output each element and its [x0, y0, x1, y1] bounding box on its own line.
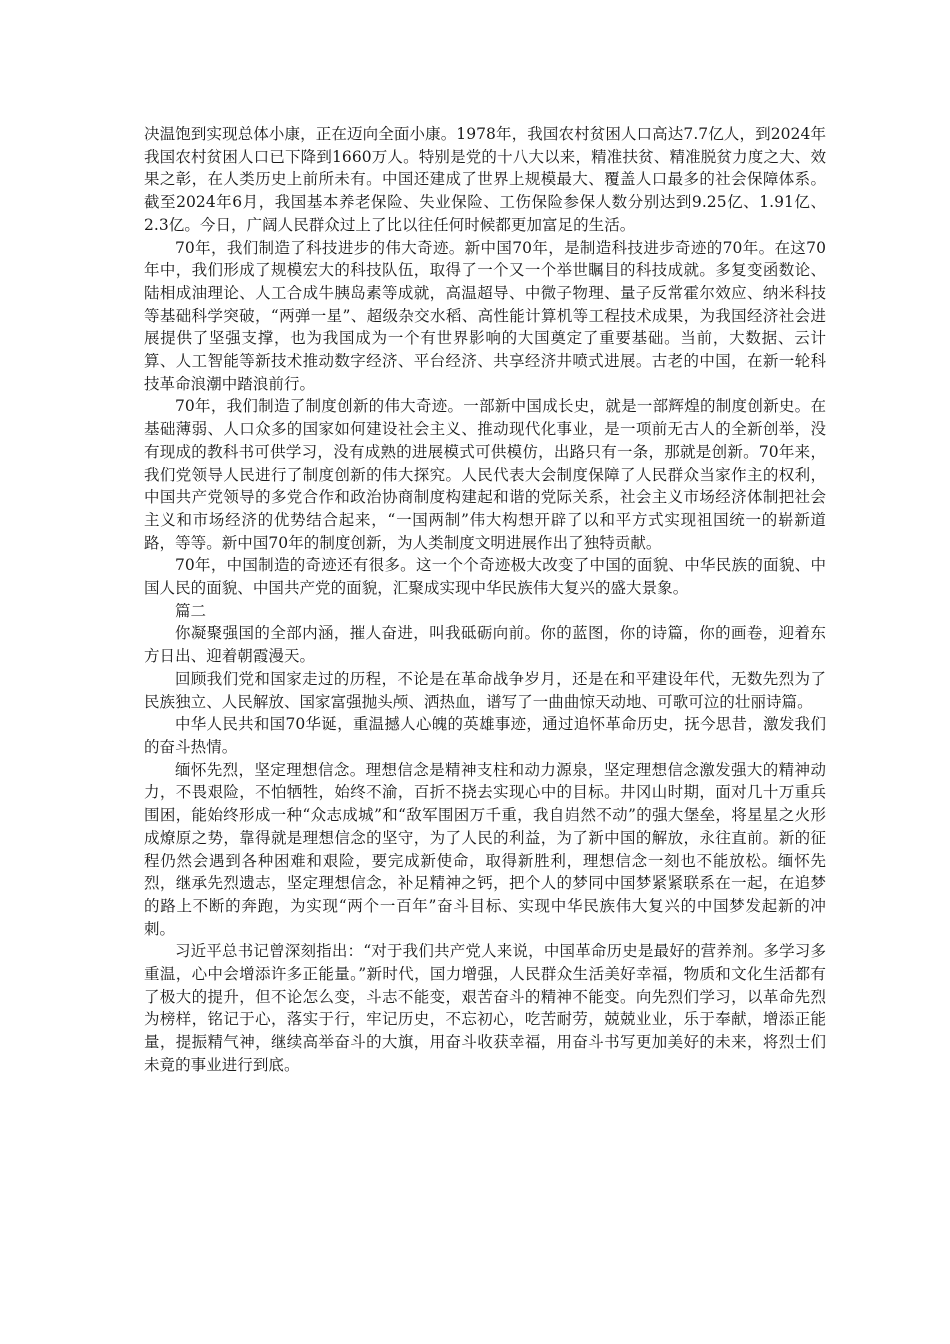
section-heading: 篇二	[175, 601, 207, 620]
paragraph-history-review: 回顾我们党和国家走过的历程，不论是在革命战争岁月，还是在和平建设年代，无数先烈为了民族独立、人民解放、国家富强抛头颅、洒热血，谱写了一曲曲惊天动地、可歌可泣的壮丽诗篇。	[144, 669, 826, 711]
paragraph-ideals: 缅怀先烈，坚定理想信念。理想信念是精神支柱和动力源泉，坚定理想信念激发强大的精神动力，不畏艰险，不怕牺牲，始终不渝，百折不挠去实现心中的目标。井冈山时期，面对几十万重兵围困，能始终形成一种“众志成城”和“敌军围困万千重，我自岿然不动”的强大堡垒，将星星之火形成燎原之势，靠得就是理想信念的坚守，为了人民的利益，为了新中国的解放，永往直前。新的征程仍然会遇到各种困难和艰险，要完成新使命，取得新胜利，理想信念一刻也不能放松。缅怀先烈，继承先烈遗志，坚定理想信念，补足精神之钙，把个人的梦同中国梦紧紧联系在一起，在追梦的路上不断的奔跑，为实现“两个一百年”奋斗目标、实现中华民族伟大复兴的中国梦发起新的冲刺。	[144, 760, 826, 938]
paragraph-anniversary: 中华人民共和国70华诞，重温撼人心魄的英雄事迹，通过追怀革命历史，抚今思昔，激发我们的奋斗热情。	[144, 715, 826, 756]
paragraph-tech-miracle: 70年，我们制造了科技进步的伟大奇迹。新中国70年，是制造科技进步奇迹的70年。在这70年中，我们形成了规模宏大的科技队伍，取得了一个又一个举世瞩目的科技成就。多复变函数论、陆相成油理论、人工合成牛胰岛素等成就，高温超导、中微子物理、量子反常霍尔效应、纳米科技等基础科学突破，“两弹一星”、超级杂交水稻、高性能计算机等工程技术成果，为我国经济社会进展提供了坚强支撑，也为我国成为一个有世界影响的大国奠定了重要基础。当前，大数据、云计算、人工智能等新技术推动数字经济、平台经济、共享经济井喷式进展。古老的中国，在新一轮科技革命浪潮中踏浪前行。	[144, 238, 826, 393]
paragraph-more-miracles: 70年，中国制造的奇迹还有很多。这一个个奇迹极大改变了中国的面貌、中华民族的面貌、中国人民的面貌、中国共产党的面貌，汇聚成实现中华民族伟大复兴的盛大景象。	[144, 556, 826, 598]
paragraph-blueprint: 你凝聚强国的全部内涵，摧人奋进，叫我砥砺向前。你的蓝图，你的诗篇，你的画卷，迎着东方日出、迎着朝霞漫天。	[144, 624, 826, 666]
paragraph-continuation: 决温饱到实现总体小康，正在迈向全面小康。1978年，我国农村贫困人口高达7.7亿人，到2024年我国农村贫困人口已下降到1660万人。特别是党的十八大以来，精准扶贫、精准脱贫力度之大、效果之彰，在人类历史上前所未有。中国还建成了世界上规模最大、覆盖人口最多的社会保障体系。截至2024年6月，我国基本养老保险、失业保险、工伤保险参保人数分别达到9.25亿、1.91亿、2.3亿。今日，广阔人民群众过上了比以往任何时候都更加富足的生活。	[144, 125, 826, 234]
paragraph-institution-miracle: 70年，我们制造了制度创新的伟大奇迹。一部新中国成长史，就是一部辉煌的制度创新史。在基础薄弱、人口众多的国家如何建设社会主义、推动现代化事业，是一项前无古人的全新创举，没有现成的教科书可供学习，没有成熟的进展模式可供模仿，出路只有一条，那就是创新。70年来，我们党领导人民进行了制度创新的伟大探究。人民代表大会制度保障了人民群众当家作主的权利，中国共产党领导的多党合作和政治协商制度构建起和谐的党际关系，社会主义市场经济体制把社会主义和市场经济的优势结合起来，“一国两制”伟大构想开辟了以和平方式实现祖国统一的崭新道路，等等。新中国70年的制度创新，为人类制度文明进展作出了独特贡献。	[144, 397, 826, 552]
paragraph-xi-quote: 习近平总书记曾深刻指出：“对于我们共产党人来说，中国革命历史是最好的营养剂。多学习多重温，心中会增添许多正能量。”新时代，国力增强，人民群众生活美好幸福，物质和文化生活都有了极大的提升，但不论怎么变，斗志不能变，艰苦奋斗的精神不能变。向先烈们学习，以革命先烈为榜样，铭记于心，落实于行，牢记历史，不忘初心，吃苦耐劳，兢兢业业，乐于奉献，增添正能量，提振精气神，继续高举奋斗的大旗，用奋斗收获幸福，用奋斗书写更加美好的未来，将烈士们未竟的事业进行到底。	[144, 942, 826, 1074]
document-body	[144, 123, 826, 1077]
